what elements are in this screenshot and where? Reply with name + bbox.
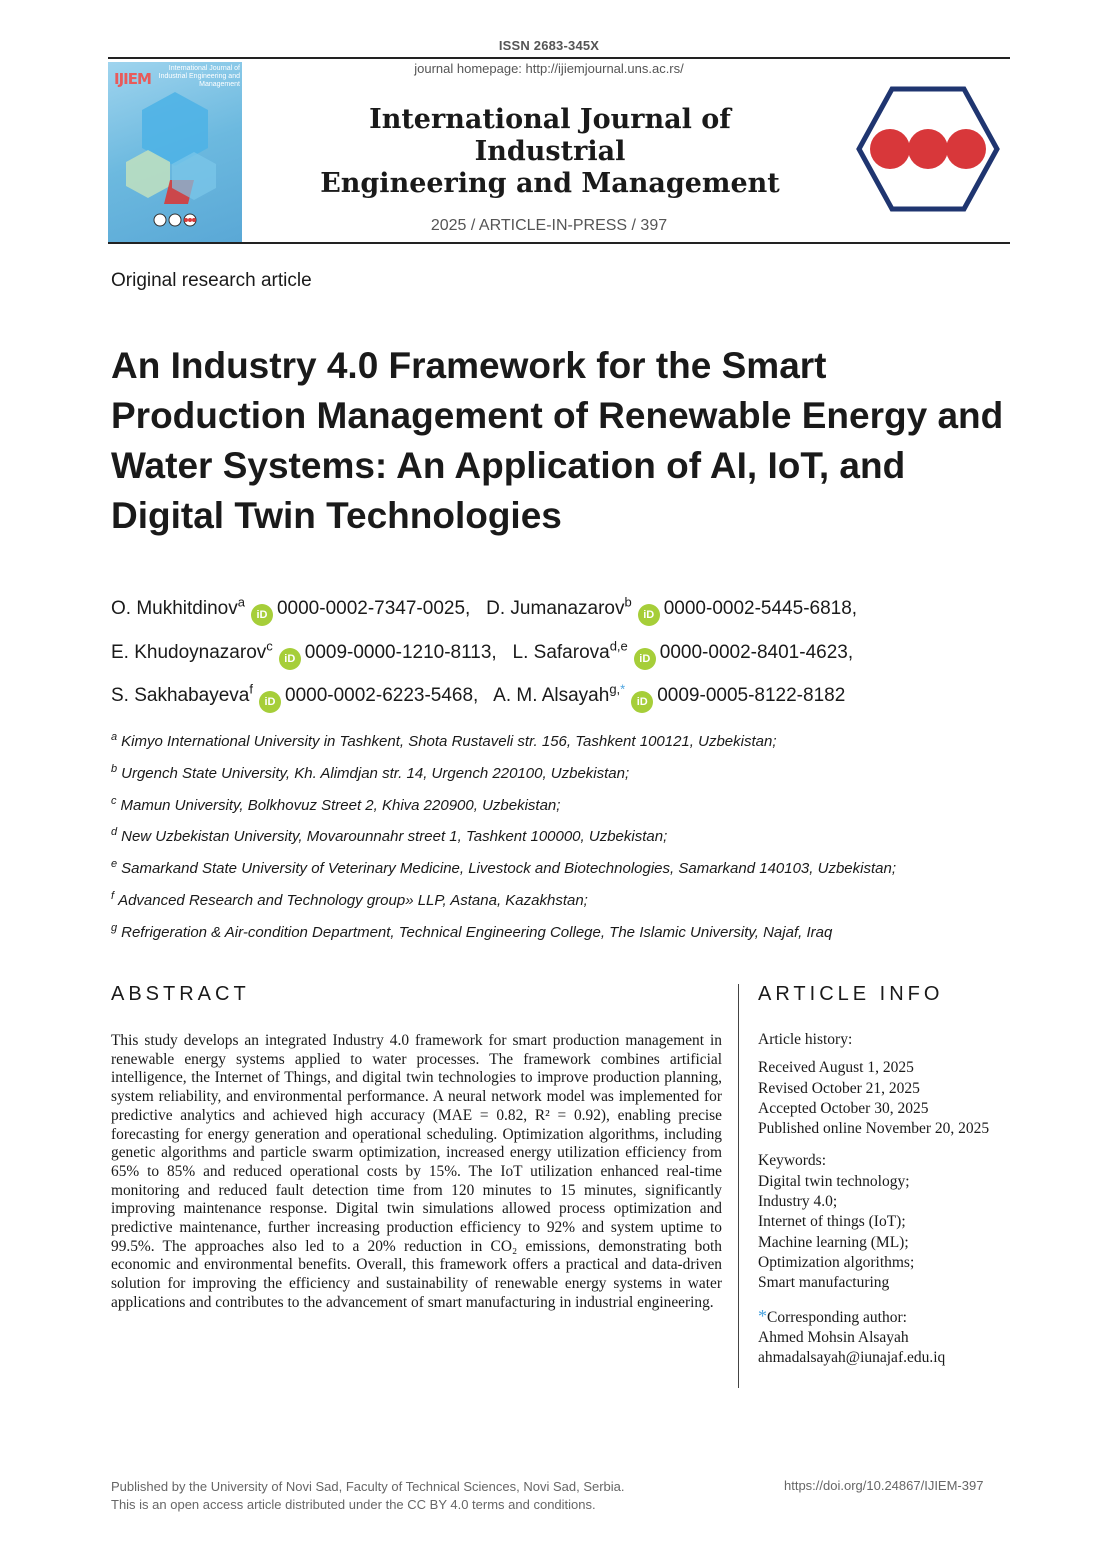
journal-title [300, 104, 800, 200]
journal-cover-image [108, 62, 242, 242]
cover-subtitle: International Journal of Industrial Engineering and Management [158, 65, 240, 88]
issue-info: 2025 / ARTICLE-IN-PRESS / 397 [430, 217, 668, 234]
author [111, 595, 471, 622]
author-name: O. Mukhitdinov [111, 598, 238, 620]
keywords-label: Keywords: [758, 1152, 827, 1170]
header-bottom-rule [108, 242, 1010, 244]
published-date: Published online November 20, 2025 [758, 1120, 990, 1138]
affiliation-mark: g [111, 921, 118, 934]
affiliation-item [111, 819, 1011, 851]
author-name: L. Safarova [512, 641, 610, 663]
author-name: S. Sakhabayeva [111, 684, 250, 706]
author-affiliation-mark: f [249, 681, 253, 697]
author [493, 681, 846, 708]
keyword: Industry 4.0; [758, 1193, 838, 1211]
logo-circle-2 [908, 129, 948, 169]
logo-circle-3 [946, 129, 986, 169]
author-affiliation-mark [609, 682, 625, 697]
orcid-icon[interactable]: iD [279, 648, 301, 670]
footer-doi[interactable]: https://doi.org/10.24867/IJIEM-397 [784, 1478, 984, 1493]
orcid-id[interactable]: 0000-0002-5445-6818, [663, 598, 858, 620]
cover-brand: IJIEM [114, 70, 151, 88]
issn: ISSN 2683-345X [498, 38, 600, 53]
author [486, 595, 858, 622]
affiliation-text: New Uzbekistan University, Movarounnahr street 1, Tashkent 100000, Uzbekistan; [121, 828, 668, 846]
corresponding-author-label [758, 1306, 1038, 1328]
orcid-id[interactable]: 0000-0002-6223-5468, [285, 684, 479, 706]
affiliation-mark: f [111, 889, 115, 902]
affiliation-item [111, 883, 1011, 915]
author-name: E. Khudoynazarov [111, 641, 267, 663]
author [512, 638, 854, 665]
orcid-id[interactable]: 0000-0002-7347-0025, [276, 598, 471, 620]
author [111, 681, 479, 708]
author-list [111, 584, 1011, 714]
affiliation-item [111, 756, 1011, 788]
orcid-id[interactable]: 0000-0002-8401-4623, [659, 641, 854, 663]
affiliation-mark: d [111, 826, 118, 839]
keyword: Smart manufacturing [758, 1274, 890, 1292]
affiliation-item [111, 724, 1011, 756]
keyword: Machine learning (ML); [758, 1233, 909, 1251]
author-line-1 [111, 584, 1011, 627]
logo-circle-1 [870, 129, 910, 169]
keyword: Digital twin technology; [758, 1172, 910, 1190]
corresponding-label-text: Corresponding author: [767, 1308, 907, 1326]
affiliation-text: Samarkand State University of Veterinary Medicine, Livestock and Biotechnologies, Samarkand 140103, Uzbekistan; [121, 860, 896, 878]
orcid-icon[interactable]: iD [634, 648, 656, 670]
orcid-id[interactable]: 0009-0000-1210-8113, [304, 641, 497, 663]
article-type: Original research article [111, 270, 312, 291]
affiliation-text: Urgench State University, Kh. Alimdjan str. 14, Urgench 220100, Uzbekistan; [121, 764, 630, 782]
article-info [758, 1030, 1038, 1368]
affiliation-mark: e [111, 858, 118, 871]
journal-title-line-2: Engineering and Management [320, 168, 780, 199]
author-affiliation-mark: c [266, 638, 273, 654]
affiliation-item [111, 851, 1011, 883]
affiliation-item [111, 788, 1011, 820]
article-info-heading: ARTICLE INFO [758, 983, 944, 1005]
header-top-rule [108, 57, 1010, 59]
orcid-icon[interactable]: iD [251, 604, 273, 626]
footer-publisher [111, 1478, 625, 1514]
column-divider [738, 984, 739, 1388]
abstract-heading: ABSTRACT [111, 983, 250, 1005]
article-history-label: Article history: [758, 1031, 853, 1048]
orcid-id[interactable]: 0009-0005-8122-8182 [657, 684, 846, 706]
footer-line-2: This is an open access article distributed under the CC BY 4.0 terms and conditions. [111, 1497, 596, 1512]
journal-title-line-1: International Journal of Industrial [369, 104, 731, 167]
keyword: Optimization algorithms; [758, 1253, 915, 1271]
affiliation-text: Advanced Research and Technology group» LLP, Astana, Kazakhstan; [118, 891, 588, 909]
revised-date: Revised October 21, 2025 [758, 1079, 920, 1097]
affiliation-list [111, 724, 1011, 947]
orcid-icon[interactable]: iD [631, 691, 653, 713]
keyword: Internet of things (IoT); [758, 1213, 906, 1231]
affiliation-mark: b [111, 762, 118, 775]
affiliation-text: Kimyo International University in Tashkent, Shota Rustaveli str. 156, Tashkent 100121, Uzbekistan; [121, 733, 777, 750]
author-affiliation-mark: d,e [609, 638, 628, 654]
author-line-2 [111, 627, 1011, 670]
affiliation-text: Refrigeration & Air-condition Department, Technical Engineering College, The Islamic University, Najaf, Iraq [121, 923, 833, 941]
author [111, 638, 497, 665]
article-title: An Industry 4.0 Framework for the Smart Production Management of Renewable Energy and Water Systems: An Application of AI, IoT, and Digital Twin Technologies [111, 345, 1004, 536]
author-affiliation-mark: a [237, 595, 245, 610]
orcid-icon[interactable]: iD [638, 604, 660, 626]
corresponding-author-name: Ahmed Mohsin Alsayah [758, 1328, 909, 1346]
author-affiliation-mark: b [624, 595, 632, 610]
affiliation-text: Mamun University, Bolkhovuz Street 2, Khiva 220900, Uzbekistan; [120, 796, 561, 814]
affiliation-mark: a [111, 731, 118, 743]
accepted-date: Accepted October 30, 2025 [758, 1099, 929, 1117]
received-date: Received August 1, 2025 [758, 1059, 914, 1077]
abstract-text: This study develops an integrated Industry 4.0 framework for smart production management in renewable energy systems applied to water processes. The framework combines artificial intelligence, the Internet of Things, and digital twin technologies to improve production planning, system reliability, and environmental performance. A neural network model was implemented for predictive analytics and achieved high accuracy (MAE = 0.82, R² = 0.92), enabling precise forecasting for energy generation and operational scheduling. Optimization algorithms, including genetic algorithms and particle swarm optimization, increased energy utilization efficiency from 65% to 85% and reduced operational costs by 15%. The IoT utilization enhanced real-time monitoring and reduced fault detection time from 120 minutes to 15 minutes, significantly improving maintenance response. Digital twin simulations allowed process optimization and predictive maintenance, further increasing production efficiency to 92% and system uptime to 99.5%. The approaches also led to a 20% reduction in CO₂ emissions, demonstrating both economic and environmental benefits. Overall, this framework offers a practical and data-driven solution for improving the efficiency and sustainability of renewable energy systems in water applications and contributes to the advancement of smart manufacturing in industrial engineering. [111, 1032, 722, 1311]
author-line-3 [111, 671, 1011, 714]
author-name: A. M. Alsayah [493, 684, 610, 706]
author-affiliation-letters: g, [609, 681, 621, 697]
cover-art [108, 62, 242, 242]
affiliation-mark: c [111, 794, 117, 807]
corresponding-star-icon: * [758, 1305, 767, 1326]
journal-logo [856, 86, 1000, 212]
journal-homepage[interactable]: journal homepage: http://ijiemjournal.uns.ac.rs/ [414, 61, 684, 76]
orcid-icon[interactable]: iD [259, 691, 281, 713]
affiliation-item [111, 915, 1011, 947]
corresponding-author-email[interactable]: ahmadalsayah@iunajaf.edu.iq [758, 1349, 946, 1367]
corresponding-star-icon: * [620, 681, 626, 697]
author-name: D. Jumanazarov [486, 598, 625, 620]
footer-line-1: Published by the University of Novi Sad, Faculty of Technical Sciences, Novi Sad, Serbia. [111, 1479, 625, 1494]
